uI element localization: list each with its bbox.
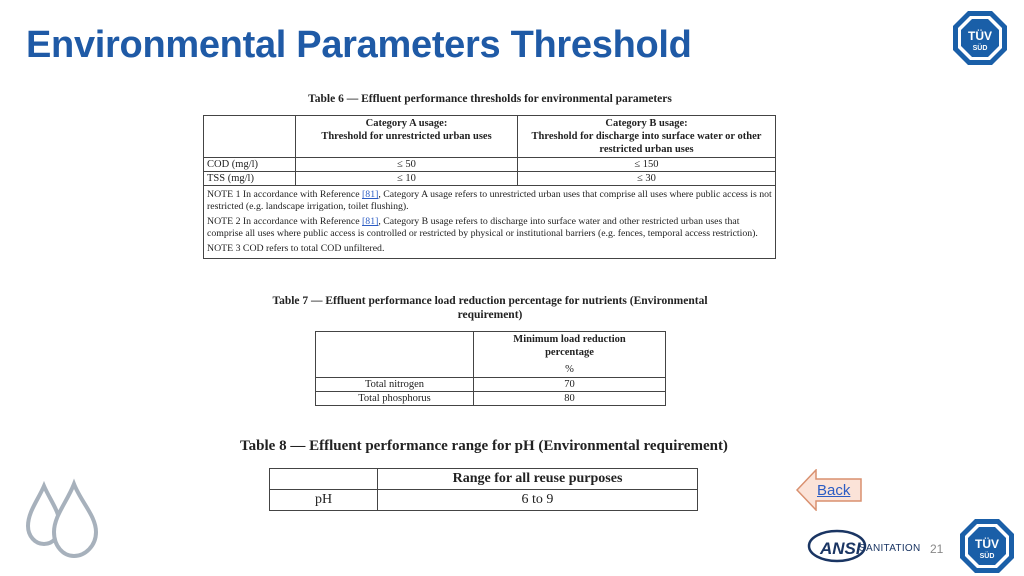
table6 [203,115,776,259]
table-row: pH 6 to 9 [270,490,698,511]
note-2: NOTE 2 In accordance with Reference [81], Category B usage refers to discharge into surface water and other restricted urban uses that comprise all uses where public access is controlled or restricted by physical or institutional barriers (e.g. fences, temporal access restriction). [207,216,758,239]
table6-notes [204,186,776,259]
table7 [315,331,666,406]
slide-title: Environmental Parameters Threshold [26,24,692,66]
reference-link[interactable]: [81] [362,189,379,200]
page-number: 21 [930,542,944,556]
table-row: COD (mg/l) ≤ 50 ≤ 150 [204,158,776,172]
svg-text:TÜV: TÜV [968,29,992,43]
tuv-sud-logo-bottom [958,517,1016,575]
svg-text:SÜD: SÜD [972,45,988,52]
table6-header-a: Category A usage: Threshold for unrestricted urban uses [296,116,518,158]
tuv-sud-logo-top [951,9,1009,67]
note-3: NOTE 3 COD refers to total COD unfiltered. [207,243,385,254]
table7-caption: Table 7 — Effluent performance load reduction percentage for nutrients (Environmental requirement) [272,295,708,321]
table-row: Total phosphorus 80 [316,392,666,406]
ansi-logo-text: ANSI [820,539,861,558]
table8 [269,468,698,511]
sanitation-label: SANITATION [859,543,921,554]
water-drops-icon [24,478,100,560]
table8-header: Range for all reuse purposes [378,469,698,490]
svg-text:SÜD: SÜD [979,553,995,560]
table7-header: Minimum load reduction percentage % [474,332,666,378]
table-row: TSS (mg/l) ≤ 10 ≤ 30 [204,172,776,186]
table8-caption: Table 8 — Effluent performance range for pH (Environmental requirement) [240,438,728,454]
table6-caption: Table 6 — Effluent performance thresholds for environmental parameters [308,93,672,105]
back-button[interactable]: Back [817,482,851,499]
table-row: Total nitrogen 70 [316,378,666,392]
reference-link[interactable]: [81] [362,216,379,227]
svg-text:TÜV: TÜV [975,537,999,551]
note-1: NOTE 1 In accordance with Reference [81], Category A usage refers to unrestricted urban uses that comprise all uses where public access is not restricted (e.g. landscape irrigation, toilet flushing). [207,189,772,212]
table6-header-b: Category B usage: Threshold for discharge into surface water or other restricted urban uses [518,116,776,158]
